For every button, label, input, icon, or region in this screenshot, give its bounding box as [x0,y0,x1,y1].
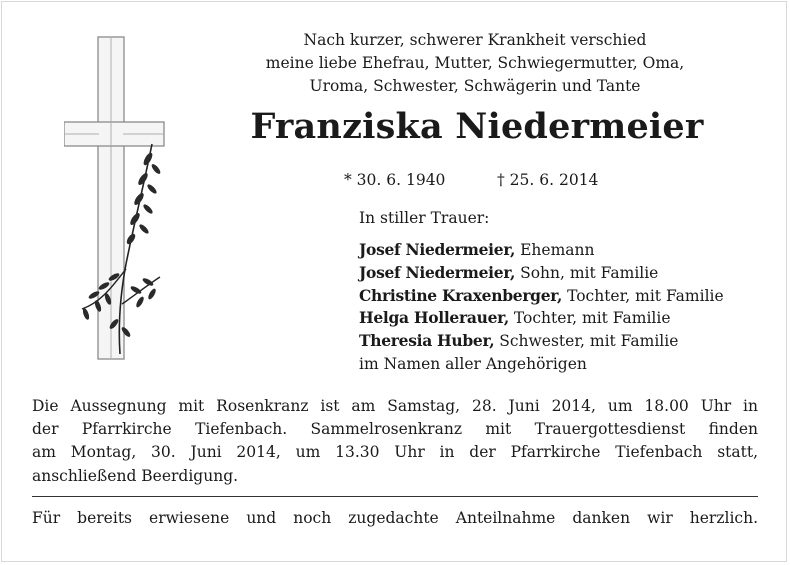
intro-text [240,29,710,98]
intro-line: meine liebe Ehefrau, Mutter, Schwiegermutter, Oma, [265,54,685,72]
mourner-relation: Schwester, mit Familie [499,332,679,351]
mourner-name: Josef Niedermeier, [359,240,516,259]
mourner-item [359,239,724,262]
cross-with-palm-branch-icon [64,34,174,364]
mourner-item [359,285,724,308]
mourner-name: Josef Niedermeier, [359,262,516,282]
funeral-details [32,395,758,488]
funeral-line: Die Aussegnung mit Rosenkranz ist am Samstag, 28. Juni 2014, um 18.00 Uhr in [32,397,758,415]
mourner-name: Christine Kraxenberger, [359,285,563,305]
intro-line: Nach kurzer, schwerer Krankheit verschied [303,31,647,49]
mourner-relation: Sohn, mit Familie [520,263,659,282]
mourner-name: Theresia Huber, [359,331,495,351]
intro-line: Uroma, Schwester, Schwägerin und Tante [309,77,641,95]
deceased-name: Franziska Niedermeier [250,106,704,147]
death-date: † 25. 6. 2014 [497,171,599,189]
birth-date: * 30. 6. 1940 [344,171,446,189]
mourner-item [359,330,724,353]
mourner-name: Helga Hollerauer, [359,308,509,328]
mourner-item [359,307,724,330]
mourner-item [359,262,724,285]
funeral-line: am Montag, 30. Juni 2014, um 13.30 Uhr in der Pfarrkirche Tiefenbach statt, [32,443,758,462]
mourning-heading: In stiller Trauer: [359,209,490,227]
divider [32,496,758,497]
mourner-relation: Tochter, mit Familie [513,309,671,328]
mourner-list [359,239,724,376]
mourners-closing: im Namen aller Angehörigen [359,354,587,373]
mourner-relation: Ehemann [520,241,595,259]
funeral-line: der Pfarrkirche Tiefenbach. Sammelrosenkranz mit Trauergottesdienst finden [32,420,758,439]
mourner-relation: Tochter, mit Familie [567,286,724,305]
thanks-text: Für bereits erwiesene und noch zugedachte Anteilnahme danken wir herzlich. [32,509,758,527]
funeral-line: anschließend Beerdigung. [32,466,239,485]
